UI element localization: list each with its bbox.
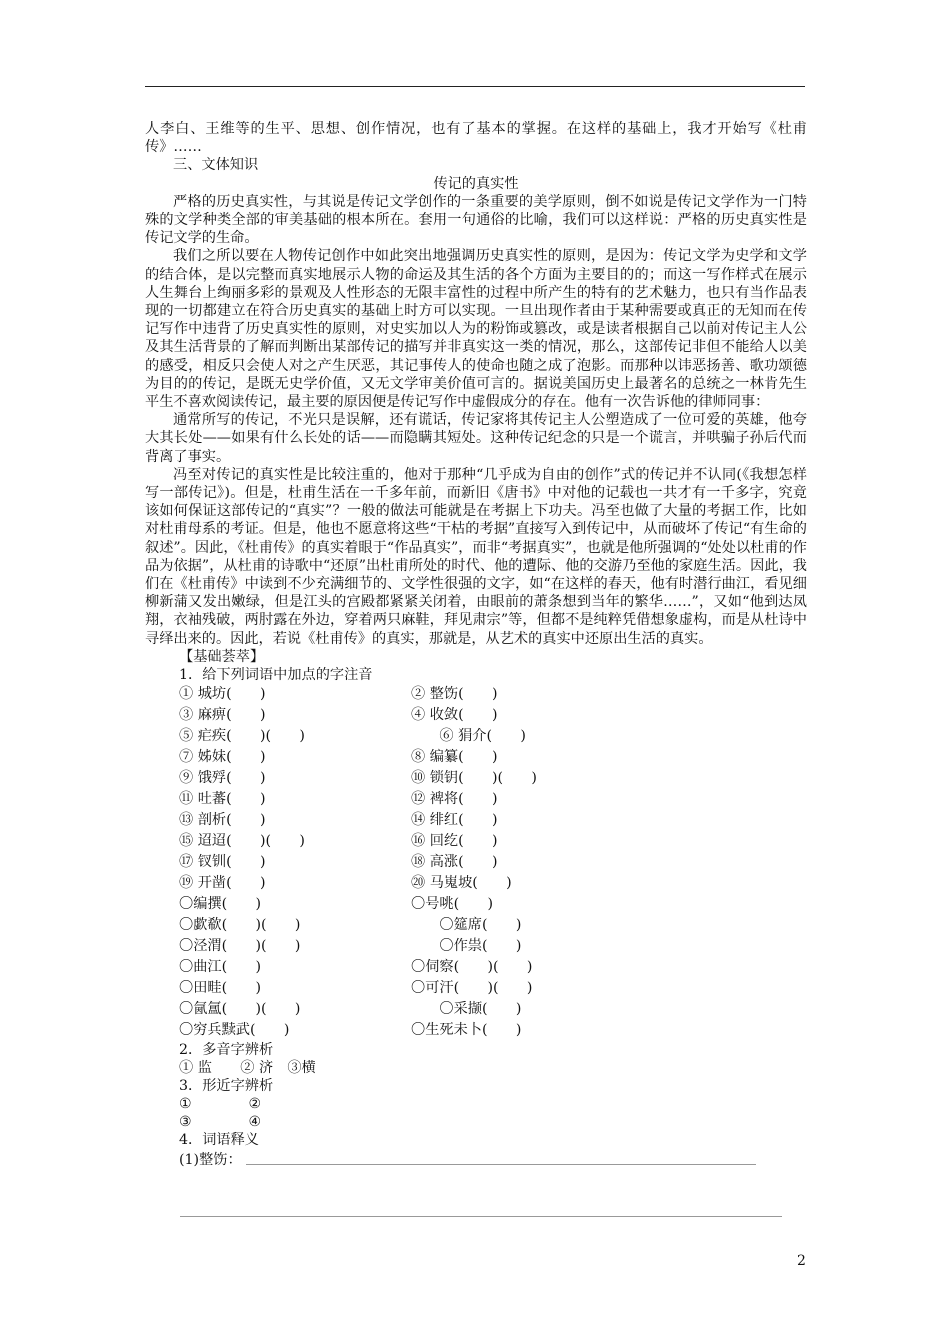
pinyin-row (179, 705, 807, 726)
article-paragraph: 通常所写的传记，不光只是误解，还有谎话，传记家将其传记主人公塑造成了一位可爱的英雄，他夸大其长处——如果有什么长处的话——而隐瞒其短处。这种传记纪念的只是一个谎言，并哄骗子孙后代而背离了事实。 (145, 412, 807, 465)
pinyin-item: ⑦ 姊妹( ) (179, 749, 266, 766)
pinyin-item: 〇曲江( ) (179, 959, 262, 976)
pinyin-item: 〇伺察( )( ) (411, 959, 533, 976)
pinyin-item: 〇田畦( ) (179, 980, 262, 997)
pinyin-row (179, 873, 807, 894)
pinyin-row (179, 789, 807, 810)
question-3-row: ③ ④ (179, 1114, 262, 1131)
pinyin-item: ③ 麻痹( ) (179, 707, 266, 724)
pinyin-row (179, 999, 807, 1020)
pinyin-item: 〇生死未卜( ) (411, 1022, 522, 1039)
exercise-heading: 【基础荟萃】 (179, 648, 265, 665)
pinyin-item: ⑨ 饿殍( ) (179, 770, 266, 787)
answer-line[interactable] (246, 1163, 756, 1165)
pinyin-row (179, 768, 807, 789)
pinyin-item: ⑧ 编纂( ) (411, 749, 498, 766)
pinyin-row (179, 1020, 807, 1041)
pinyin-item: ④ 收敛( ) (411, 707, 498, 724)
pinyin-row (179, 957, 807, 978)
pinyin-row (179, 852, 807, 873)
pinyin-item: ⑰ 钗钏( ) (179, 854, 266, 871)
pinyin-item: 〇氤氲( )( ) (179, 1001, 301, 1018)
pinyin-row (179, 747, 807, 768)
section-heading: 三、文体知识 (173, 157, 259, 174)
question-1: 1．给下列词语中加点的字注音 (179, 667, 373, 684)
pinyin-item: 〇号咷( ) (411, 896, 494, 913)
pinyin-item: ⑯ 回纥( ) (411, 833, 498, 850)
page-number: 2 (797, 1253, 806, 1269)
pinyin-item: 〇歔欷( )( ) (179, 917, 301, 934)
pinyin-item: 〇采撷( ) (411, 1001, 522, 1018)
pinyin-item: ① 城坊( ) (179, 686, 266, 703)
question-3-row: ① ② (179, 1096, 262, 1113)
question-3: 3．形近字辨析 (179, 1078, 274, 1095)
pinyin-row (179, 978, 807, 999)
pinyin-row (179, 936, 807, 957)
pinyin-item: 〇泾渭( )( ) (179, 938, 301, 955)
pinyin-item: ⑮ 迢迢( )( ) (179, 833, 305, 850)
pinyin-grid (145, 684, 807, 1041)
pinyin-item: 〇可汗( )( ) (411, 980, 533, 997)
pinyin-row (179, 894, 807, 915)
pinyin-item: ⑥ 狷介( ) (411, 728, 526, 745)
pinyin-item: ⑪ 吐蕃( ) (179, 791, 266, 808)
question-2-items: ① 监 ② 济 ③横 (179, 1060, 316, 1077)
pinyin-item: ⑫ 裨将( ) (411, 791, 498, 808)
answer-line[interactable] (180, 1216, 782, 1217)
pinyin-item: 〇编撰( ) (179, 896, 262, 913)
question-4: 4．词语释义 (179, 1132, 259, 1149)
pinyin-item: ⑭ 绯红( ) (411, 812, 498, 829)
pinyin-item: ⑤ 疟疾( )( ) (179, 728, 305, 745)
article-paragraph: 我们之所以要在人物传记创作中如此突出地强调历史真实性的原则，是因为：传记文学为史学和文学的结合体，是以完整而真实地展示人物的命运及其生活的各个方面为主要目的的；而这一写作样式在展示人生舞台上绚丽多彩的景观及人性形态的无限丰富性的过程中所产生的特有的艺术魅力，也只有当作品表现的一切都建立在符合历史真实的基础上时方可以实现。一旦出现作者由于某种需要或真正的无知而在传记写作中违背了历史真实性的原则，对史实加以人为的粉饰或篡改，或是读者根据自己以前对传记主人公及其生活背景的了解而判断出某部传记的描写并非真实这一类的情况，那么，这部传记非但不能给人以美的感受，相反只会使人对之产生厌恶，其记事传人的使命也随之成了泡影。而那种以讳恶扬善、歌功颂德为目的的传记，是既无史学价值，又无文学审美价值可言的。据说美国历史上最著名的总统之一林肯先生平生不喜欢阅读传记，最主要的原因便是传记写作中虚假成分的存在。他有一次告诉他的律师同事： (145, 248, 807, 411)
pinyin-item: 〇作祟( ) (411, 938, 522, 955)
pinyin-item: 〇筵席( ) (411, 917, 522, 934)
page-content (145, 120, 807, 1169)
question-4-item: (1)整饬： (179, 1152, 242, 1169)
answer-row (145, 1149, 807, 1169)
pinyin-row (179, 684, 807, 705)
question-2: 2．多音字辨析 (179, 1042, 274, 1059)
article-title: 传记的真实性 (433, 175, 519, 192)
pinyin-row (179, 810, 807, 831)
pinyin-item: ⑲ 开凿( ) (179, 875, 266, 892)
pinyin-item: ⑱ 高涨( ) (411, 854, 498, 871)
pinyin-row (179, 831, 807, 852)
pinyin-row (179, 726, 807, 747)
pinyin-item: 〇穷兵黩武( ) (179, 1022, 290, 1039)
article-paragraph: 冯至对传记的真实性是比较注重的，他对于那种“几乎成为自由的创作”式的传记并不认同(《我想怎样写一部传记》)。但是，杜甫生活在一千多年前，而新旧《唐书》中对他的记载也一共才有一千多字，究竟该如何保证这部传记的“真实”？一般的做法可能就是在考据上下功夫。冯至也做了大量的考据工作，比如对杜甫母系的考证。但是，他也不愿意将这些“干枯的考据”直接写入到传记中，从而破坏了传记“有生命的叙述”。因此，《杜甫传》的真实着眼于“作品真实”，而非“考据真实”，也就是他所强调的“处处以杜甫的作品为依据”，从杜甫的诗歌中“还原”出杜甫所处的时代、他的遭际、他的交游乃至他的家庭生活。因此，我们在《杜甫传》中读到不少充满细节的、文学性很强的文字，如“在这样的春天，他有时潜行曲江，看见细柳新蒲又发出嫩绿，但是江头的宫殿都紧紧关闭着，由眼前的萧条想到当年的繁华……”，又如“他到达凤翔，衣袖残破，两肘露在外边，穿着两只麻鞋，拜见肃宗”等，但都不是纯粹凭借想象虚构，而是从杜诗中寻绎出来的。因此，若说《杜甫传》的真实，那就是，从艺术的真实中还原出生活的真实。 (145, 466, 807, 647)
pinyin-item: ⑩ 锁钥( )( ) (411, 770, 537, 787)
pinyin-item: ② 整饬( ) (411, 686, 498, 703)
pinyin-item: ⑳ 马嵬坡( ) (411, 875, 512, 892)
article-paragraph: 严格的历史真实性，与其说是传记文学创作的一条重要的美学原则，倒不如说是传记文学作为一门特殊的文学种类全部的审美基础的根本所在。套用一句通俗的比喻，我们可以这样说：严格的历史真实性是传记文学的生命。 (145, 193, 807, 247)
header-rule (145, 86, 805, 87)
pinyin-item: ⑬ 剖析( ) (179, 812, 266, 829)
continued-paragraph: 人李白、王维等的生平、思想、创作情况，也有了基本的掌握。在这样的基础上，我才开始写《杜甫传》…… (145, 121, 807, 156)
pinyin-row (179, 915, 807, 936)
